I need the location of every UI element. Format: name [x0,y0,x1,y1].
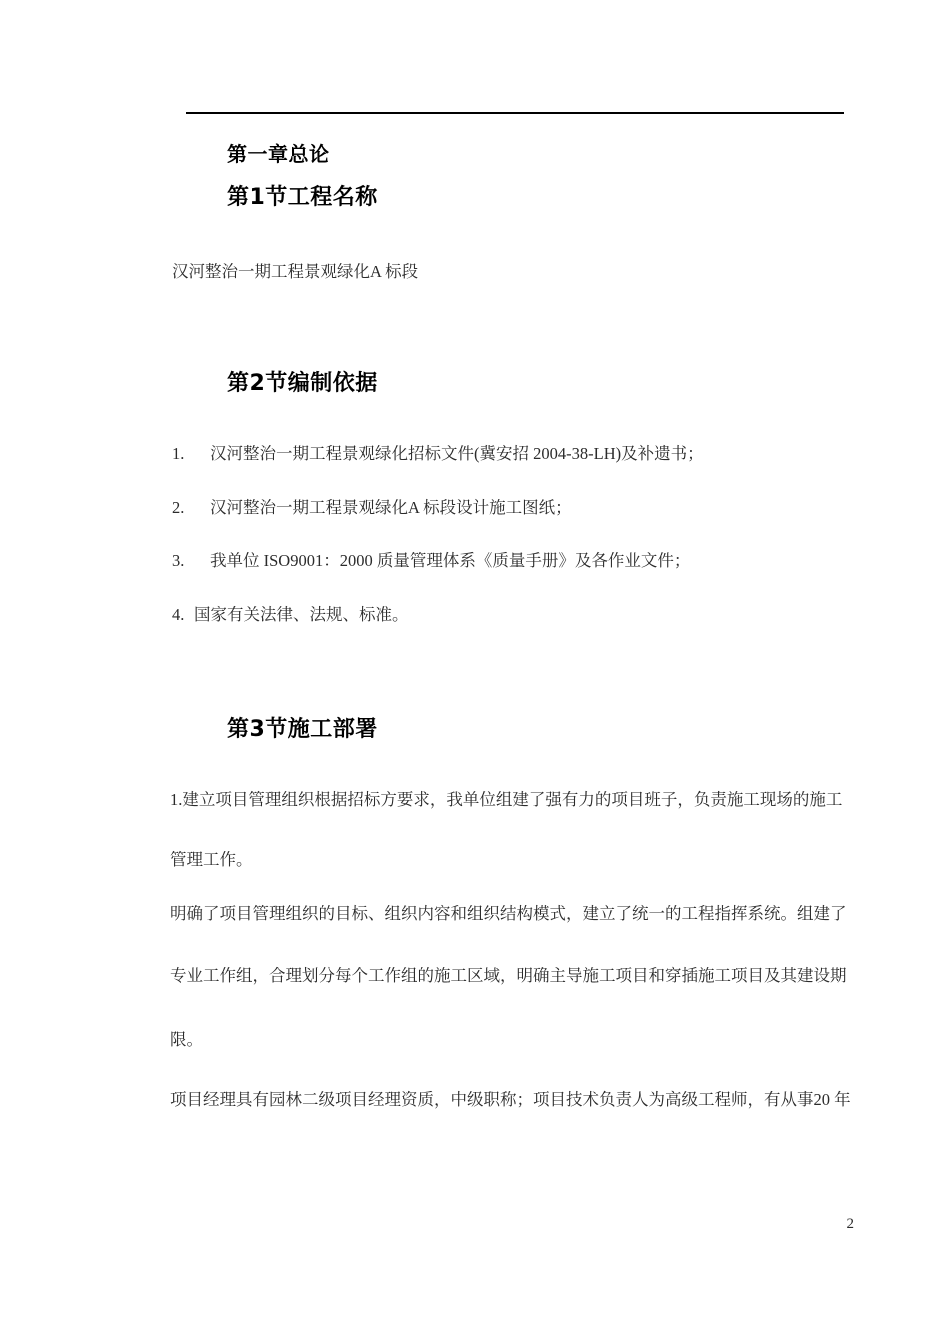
paragraph-line: 限。 [170,1030,203,1049]
list-item-number: 3. [172,551,185,570]
section-heading-1: 第1节工程名称 [227,185,378,210]
paragraph-line: 项目经理具有园林二级项目经理资质，中级职称；项目技术负责人为高级工程师，有从事20 年 [170,1090,851,1109]
paragraph-line: 专业工作组，合理划分每个工作组的施工区域，明确主导施工项目和穿插施工项目及其建设期 [170,966,847,985]
section-heading-2: 第2节编制依据 [227,371,378,396]
section-heading-3: 第3节施工部署 [227,717,378,742]
list-item [172,601,409,625]
list-item-number: 4. [172,605,185,624]
list-item-text: 汉河整治一期工程景观绿化招标文件(冀安招 2004-38-LH)及补遗书； [210,444,704,463]
paragraph-line: 管理工作。 [170,850,253,869]
list-item [172,494,572,518]
paragraph-line: 1.建立项目管理组织根据招标方要求，我单位组建了强有力的项目班子，负责施工现场的施工 [170,790,843,809]
list-item-number: 1. [172,444,185,463]
paragraph-line: 明确了项目管理组织的目标、组织内容和组织结构模式，建立了统一的工程指挥系统。组建了 [170,904,847,923]
chapter-heading: 第一章总论 [227,142,330,166]
list-item-text: 我单位 ISO9001：2000 质量管理体系《质量手册》及各作业文件； [210,551,691,570]
list-item [172,547,690,571]
list-item [172,440,704,464]
page-number: 2 [846,1216,854,1232]
list-item-number: 2. [172,498,185,517]
project-name-text: 汉河整治一期工程景观绿化A 标段 [172,262,419,281]
list-item-text: 国家有关法律、法规、标准。 [194,605,409,624]
list-item-text: 汉河整治一期工程景观绿化A 标段设计施工图纸； [210,498,572,517]
header-divider [186,112,844,114]
